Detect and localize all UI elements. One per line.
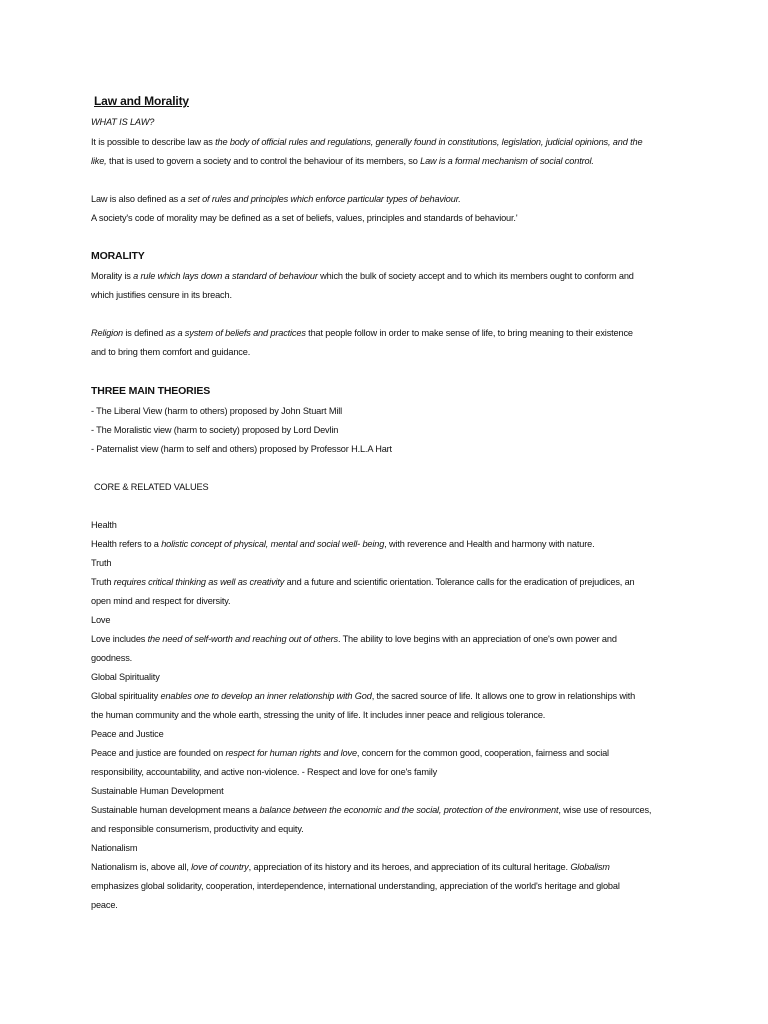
text-span: Love includes xyxy=(91,634,148,644)
italic-span: the need of self-worth and reaching out of others xyxy=(147,634,338,644)
text-span: Nationalism is, above all, xyxy=(91,862,192,872)
global-spirituality-line-1 xyxy=(91,690,635,702)
law-definition-line-1 xyxy=(91,136,642,148)
text-span: , concern for the common good, cooperation, fairness and social xyxy=(356,748,609,758)
text-span: , with reverence and Health and harmony with nature. xyxy=(384,539,595,549)
theories-heading: THREE MAIN THEORIES xyxy=(91,385,211,397)
text-span: Sustainable human development means a xyxy=(91,805,260,815)
italic-span: respect for human rights and love xyxy=(225,748,357,758)
what-is-law-subheading xyxy=(91,116,154,128)
law-definition-line-2 xyxy=(91,155,594,167)
health-heading: Health xyxy=(91,520,117,530)
text-span: , appreciation of its history and its heroes, and appreciation of its cultural heritage. xyxy=(248,862,571,872)
religion-definition-line-2: and to bring them comfort and guidance. xyxy=(91,347,251,357)
text-span: . The ability to love begins with an appreciation of one's own power and xyxy=(337,634,617,644)
italic-span: the body of official rules and regulations, generally found in constitutions, legislation, judicial opinions, and the xyxy=(215,137,643,147)
truth-line-1 xyxy=(91,576,635,588)
love-line-2: goodness. xyxy=(91,653,133,663)
nationalism-line-3: peace. xyxy=(91,900,118,910)
text-span: Global spirituality xyxy=(91,691,161,701)
theory-item: - Paternalist view (harm to self and others) proposed by Professor H.L.A Hart xyxy=(91,444,392,454)
text-span: , the sacred source of life. It allows one to grow in relationships with xyxy=(371,691,636,701)
health-line xyxy=(91,538,594,550)
text-span: that people follow in order to make sense of life, to bring meaning to their existence xyxy=(305,328,633,338)
global-spirituality-heading: Global Spirituality xyxy=(91,672,160,682)
global-spirituality-line-2: the human community and the whole earth, stressing the unity of life. It includes inner peace and religious tolerance. xyxy=(91,710,546,720)
text-span: Law is also defined as xyxy=(91,194,181,204)
text-span: Peace and justice are founded on xyxy=(91,748,226,758)
truth-line-2: open mind and respect for diversity. xyxy=(91,596,231,606)
italic-span: enables one to develop an inner relationship with God xyxy=(160,691,372,701)
theory-item: - The Liberal View (harm to others) proposed by John Stuart Mill xyxy=(91,406,343,416)
italic-span: a set of rules and principles which enforce particular types of behaviour. xyxy=(180,194,461,204)
italic-span: like, xyxy=(91,156,107,166)
law-definition-2 xyxy=(91,193,461,205)
peace-justice-heading: Peace and Justice xyxy=(91,729,164,739)
what-is-law-text: WHAT IS LAW? xyxy=(91,117,155,127)
peace-justice-line-1 xyxy=(91,747,609,759)
love-line-1 xyxy=(91,633,617,645)
sustainable-heading: Sustainable Human Development xyxy=(91,786,224,796)
core-values-heading: CORE & RELATED VALUES xyxy=(94,482,209,492)
morality-definition-line-2: which justifies censure in its breach. xyxy=(91,290,232,300)
nationalism-line-2: emphasizes global solidarity, cooperation, interdependence, international understanding, appreciation of the world's heritage and global xyxy=(91,881,620,891)
italic-span: a rule which lays down a standard of behaviour xyxy=(133,271,318,281)
text-span: Truth xyxy=(91,577,114,587)
sustainable-line-2: and responsible consumerism, productivity and equity. xyxy=(91,824,304,834)
text-span: It is possible to describe law as xyxy=(91,137,216,147)
nationalism-heading: Nationalism xyxy=(91,843,138,853)
italic-span: love of country xyxy=(191,862,249,872)
morality-code-line: A society's code of morality may be defined as a set of beliefs, values, principles and standards of behaviour.' xyxy=(91,213,518,223)
text-span: and a future and scientific orientation. Tolerance calls for the eradication of prejudices, an xyxy=(284,577,635,587)
love-heading: Love xyxy=(91,615,111,625)
italic-span: balance between the economic and the social, protection of the environment xyxy=(259,805,559,815)
religion-definition-line-1 xyxy=(91,327,633,339)
sustainable-line-1 xyxy=(91,804,651,816)
italic-span: Globalism xyxy=(570,862,610,872)
theory-item: - The Moralistic view (harm to society) proposed by Lord Devlin xyxy=(91,425,339,435)
peace-justice-line-2: responsibility, accountability, and active non-violence. - Respect and love for one's family xyxy=(91,767,438,777)
morality-heading: MORALITY xyxy=(91,250,145,262)
italic-span: requires critical thinking as well as creativity xyxy=(113,577,285,587)
document-title: Law and Morality xyxy=(94,94,189,108)
truth-heading: Truth xyxy=(91,558,112,568)
text-span: Morality is xyxy=(91,271,134,281)
text-span: that is used to govern a society and to control the behaviour of its members, so xyxy=(106,156,421,166)
text-span: is defined xyxy=(123,328,166,338)
italic-span: as a system of beliefs and practices xyxy=(165,328,306,338)
text-span: , wise use of resources, xyxy=(558,805,652,815)
italic-span: holistic concept of physical, mental and social well- being xyxy=(161,539,385,549)
nationalism-line-1 xyxy=(91,861,610,873)
text-span: which the bulk of society accept and to which its members ought to conform and xyxy=(317,271,634,281)
italic-span: Law is a formal mechanism of social control. xyxy=(420,156,594,166)
italic-span: Religion xyxy=(91,328,123,338)
morality-definition-line-1 xyxy=(91,270,634,282)
text-span: Health refers to a xyxy=(91,539,162,549)
